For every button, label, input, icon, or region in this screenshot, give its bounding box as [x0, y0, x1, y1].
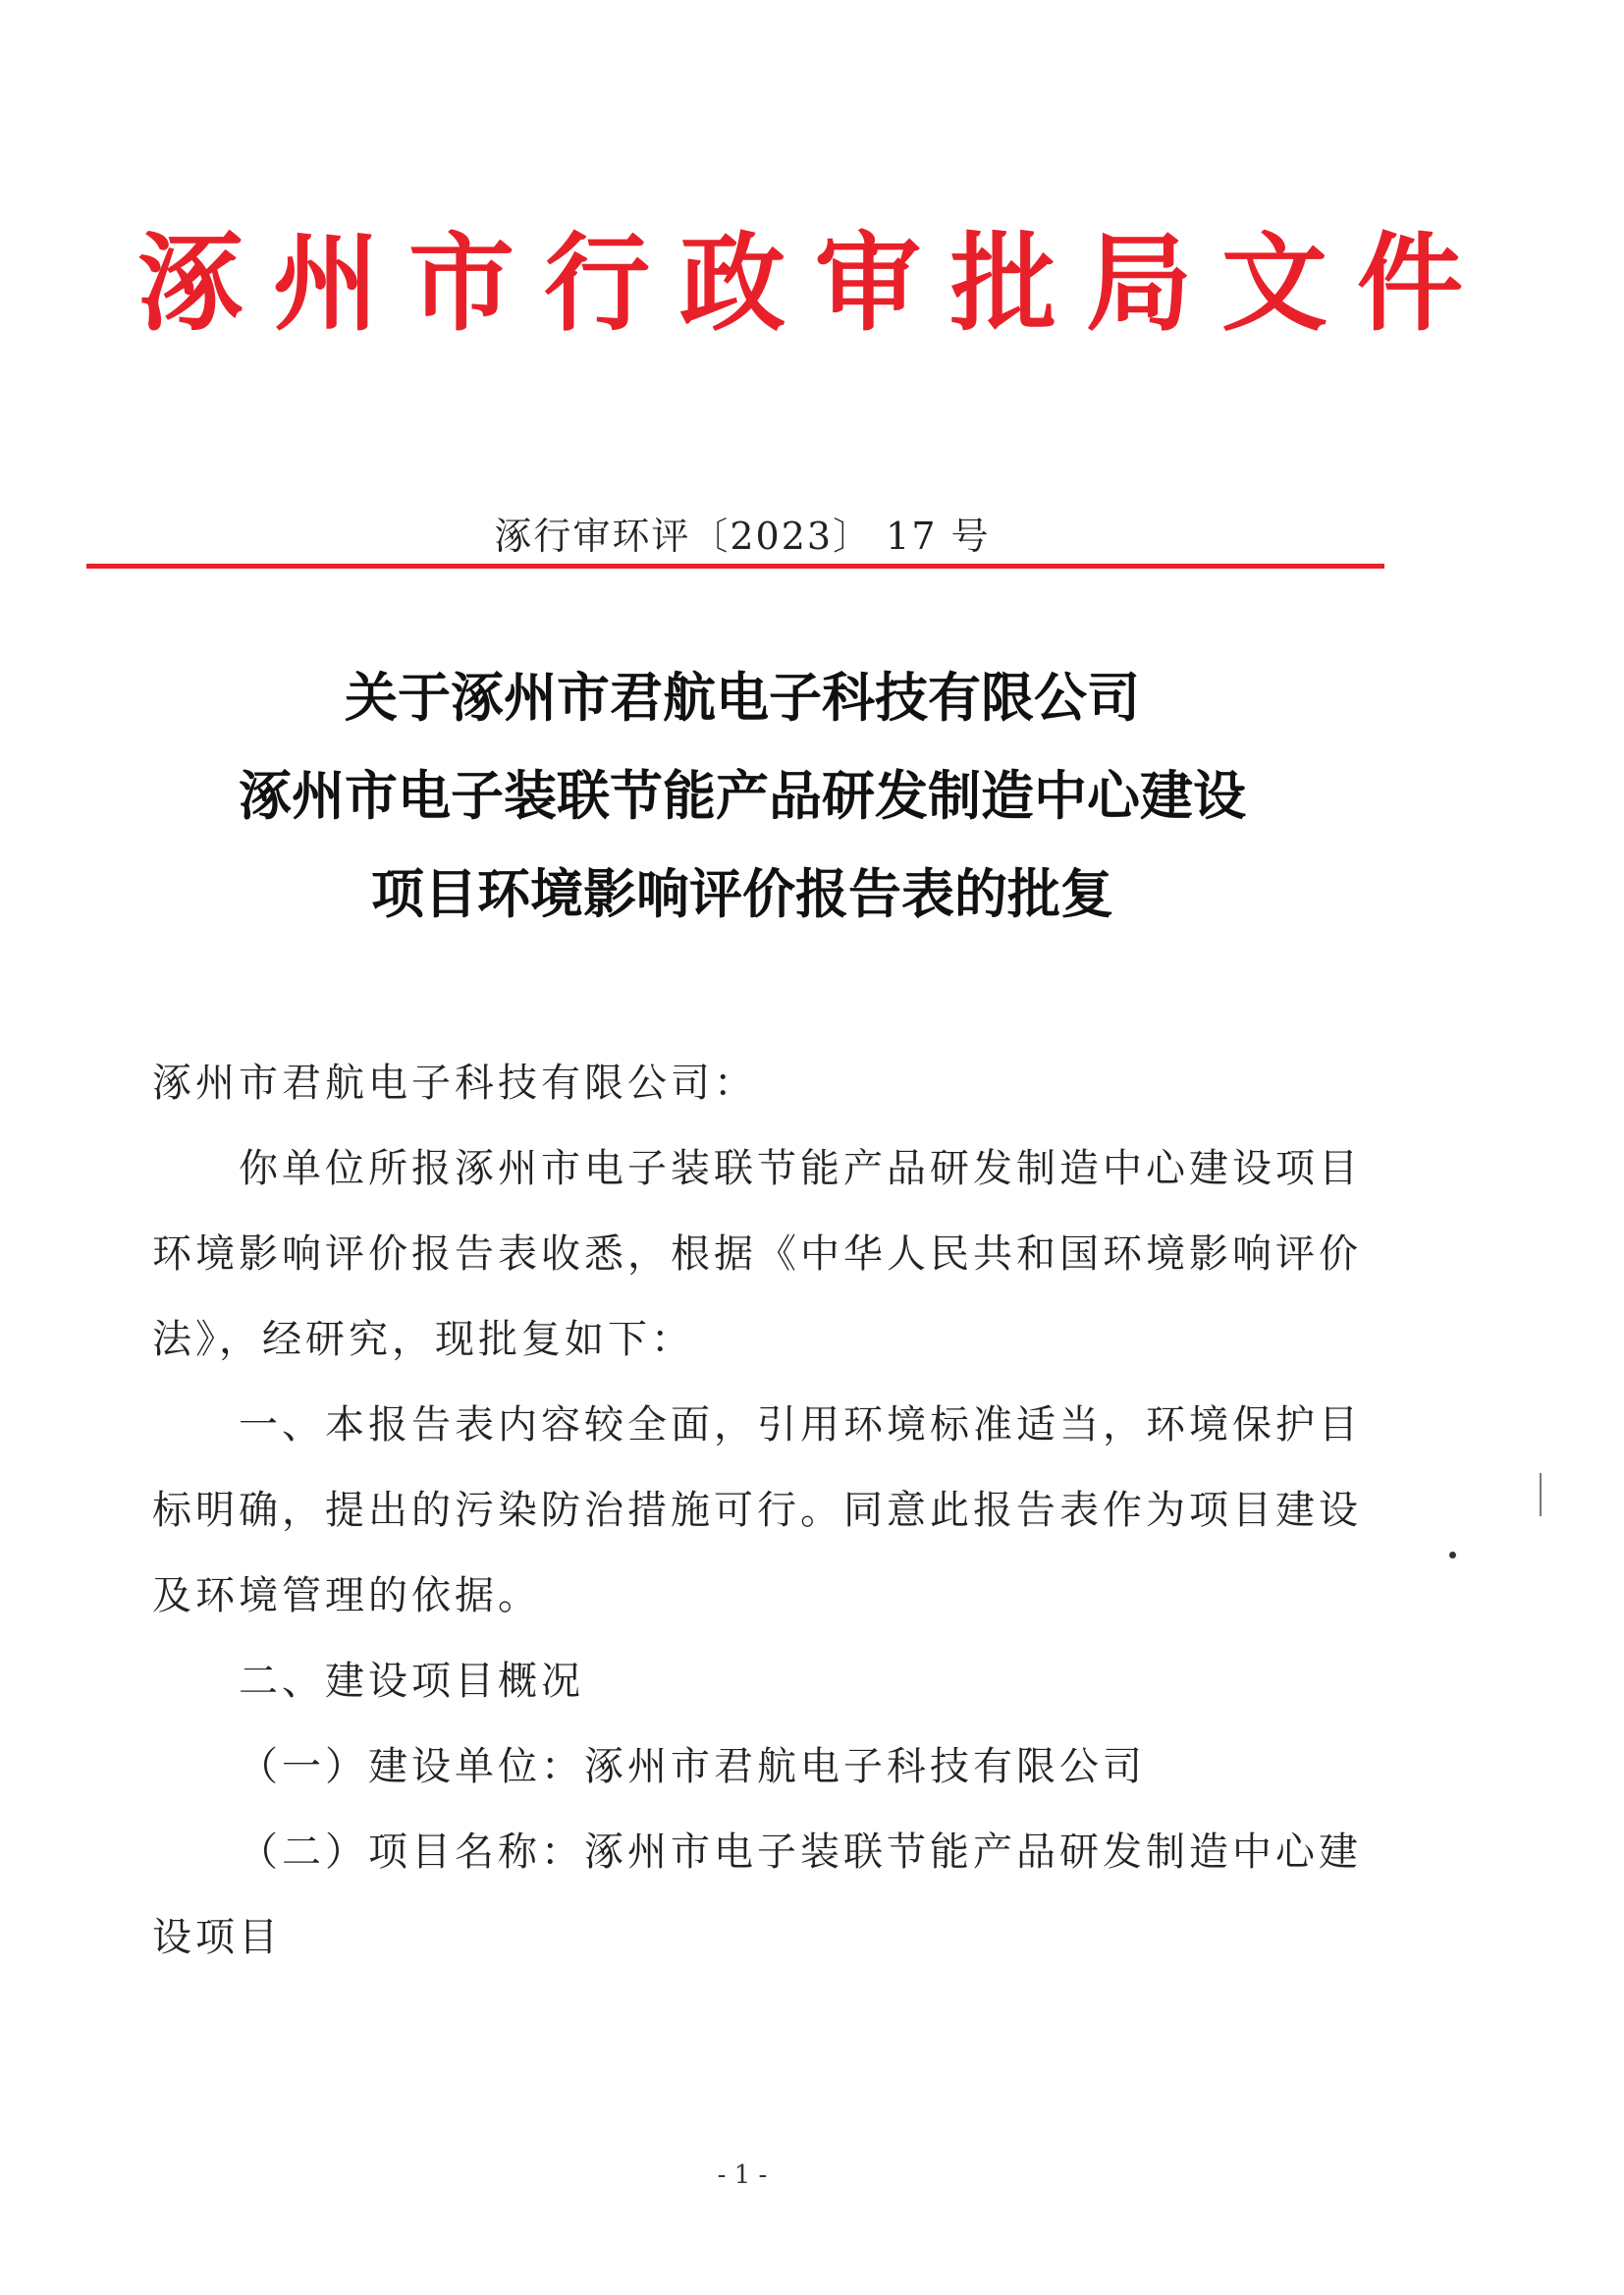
paragraph-sub-2: （二）项目名称：涿州市电子装联节能产品研发制造中心建设项目 [152, 1830, 1362, 1960]
paragraph-item-1: 一、本报告表内容较全面，引用环境标准适当，环境保护目标明确，提出的污染防治措施可行。同意此报告表作为项目建设及环境管理的依据。 [152, 1402, 1362, 1618]
title-line-2: 涿州市电子装联节能产品研发制造中心建设 [239, 764, 1246, 827]
document-body [152, 1041, 1380, 1981]
document-number: 涿行审环评〔2023〕 17 号 [494, 515, 991, 558]
header-red-rule [86, 564, 1384, 569]
scan-mark [1540, 1473, 1542, 1516]
paragraph-sub-1: （一）建设单位：涿州市君航电子科技有限公司 [239, 1744, 1146, 1789]
page-number: - 1 - [717, 2160, 768, 2190]
addressee: 涿州市君航电子科技有限公司： [152, 1061, 757, 1106]
scan-speck [1449, 1552, 1456, 1558]
section-heading-2: 二、建设项目概况 [239, 1659, 584, 1704]
title-line-3: 项目环境影响评价报告表的批复 [371, 862, 1113, 925]
document-title [0, 648, 1485, 943]
title-line-1: 关于涿州市君航电子科技有限公司 [345, 666, 1140, 729]
paragraph-intro: 你单位所报涿州市电子装联节能产品研发制造中心建设项目环境影响评价报告表收悉，根据《中华人民共和国环境影响评价法》，经研究，现批复如下： [152, 1146, 1362, 1362]
issuing-authority-header: 涿州市行政审批局文件 [137, 222, 1493, 346]
